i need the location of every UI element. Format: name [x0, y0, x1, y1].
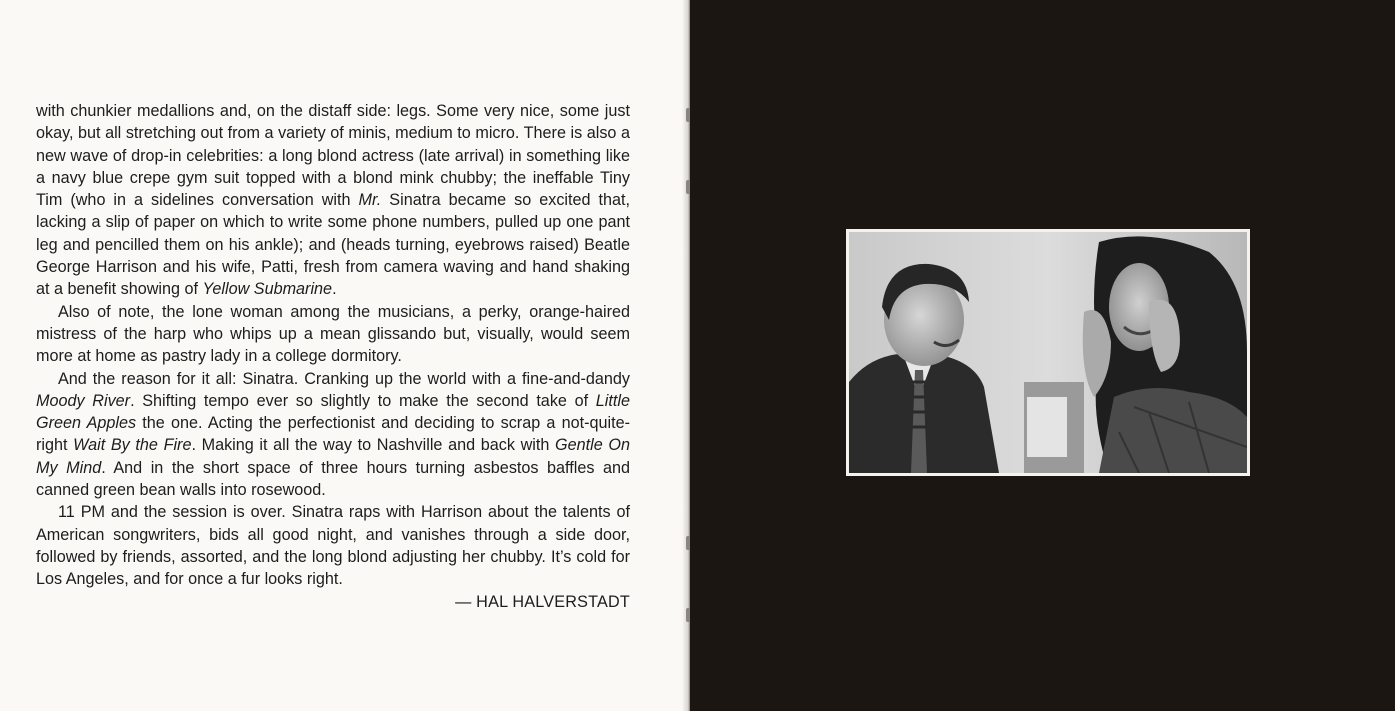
italic-title: Moody River [36, 391, 131, 410]
author-signature: — HAL HALVERSTADT [455, 592, 630, 611]
text-run: the one. Acting the perfectionist and deciding to scrap a not-quite-right [36, 414, 630, 455]
paragraph [36, 301, 630, 368]
text-run: . [332, 280, 337, 299]
text-run: And the reason for it all: Sinatra. Cranking up the world with a fine-and-dandy [58, 369, 630, 388]
photo-frame [846, 229, 1250, 476]
text-run: with chunkier medallions and, on the distaff side: legs. Some very nice, some just okay, but all stretching out from a variety of minis, medium to micro. There is also a new wave of drop-in celebrities: a long blond actress (late arrival) in something like a navy blue crepe gym suit topped with a blond mink chubby; the ineffable Tiny Tim (who in a sidelines conversation with [36, 102, 630, 210]
italic-title: Mr. [358, 191, 382, 210]
italic-title: Wait By the Fire [73, 436, 192, 455]
italic-title: Yellow Submarine [202, 280, 333, 299]
text-run: 11 PM and the session is over. Sinatra raps with Harrison about the talents of American songwriters, bids all good night, and vanishes through a side door, followed by friends, assorted, and the long blond adjusting her chubby. It’s cold for Los Angeles, and for once a fur looks right. [36, 503, 630, 589]
text-run: Sinatra became so excited that, lacking a slip of paper on which to write some phone numbers, pulled up one pant leg and pencilled them on his ankle); and (heads turning, eyebrows raised) Beatle George Harrison and his wife, Patti, fresh from camera waving and hand shaking at a benefit showing of [36, 191, 631, 299]
text-run: . And in the short space of three hours turning asbestos baffles and canned green bean walls into rosewood. [36, 458, 630, 500]
italic-title: Gentle On My Mind [36, 436, 630, 477]
paragraph [36, 100, 630, 301]
left-page [0, 0, 688, 711]
paragraph [36, 368, 630, 502]
italic-title: Little Green Apples [36, 391, 630, 433]
text-run: Also of note, the lone woman among the musicians, a perky, orange-haired mistress of the harp who whips up a mean glissando but, visually, would seem more at home as pastry lady in a college dormitory. [36, 302, 630, 366]
paragraph [36, 501, 630, 590]
text-run: . Shifting tempo ever so slightly to make the second take of [130, 391, 596, 410]
article-text [36, 100, 630, 613]
text-run: . Making it all the way to Nashville and back with [191, 436, 556, 455]
session-photo [849, 232, 1247, 473]
